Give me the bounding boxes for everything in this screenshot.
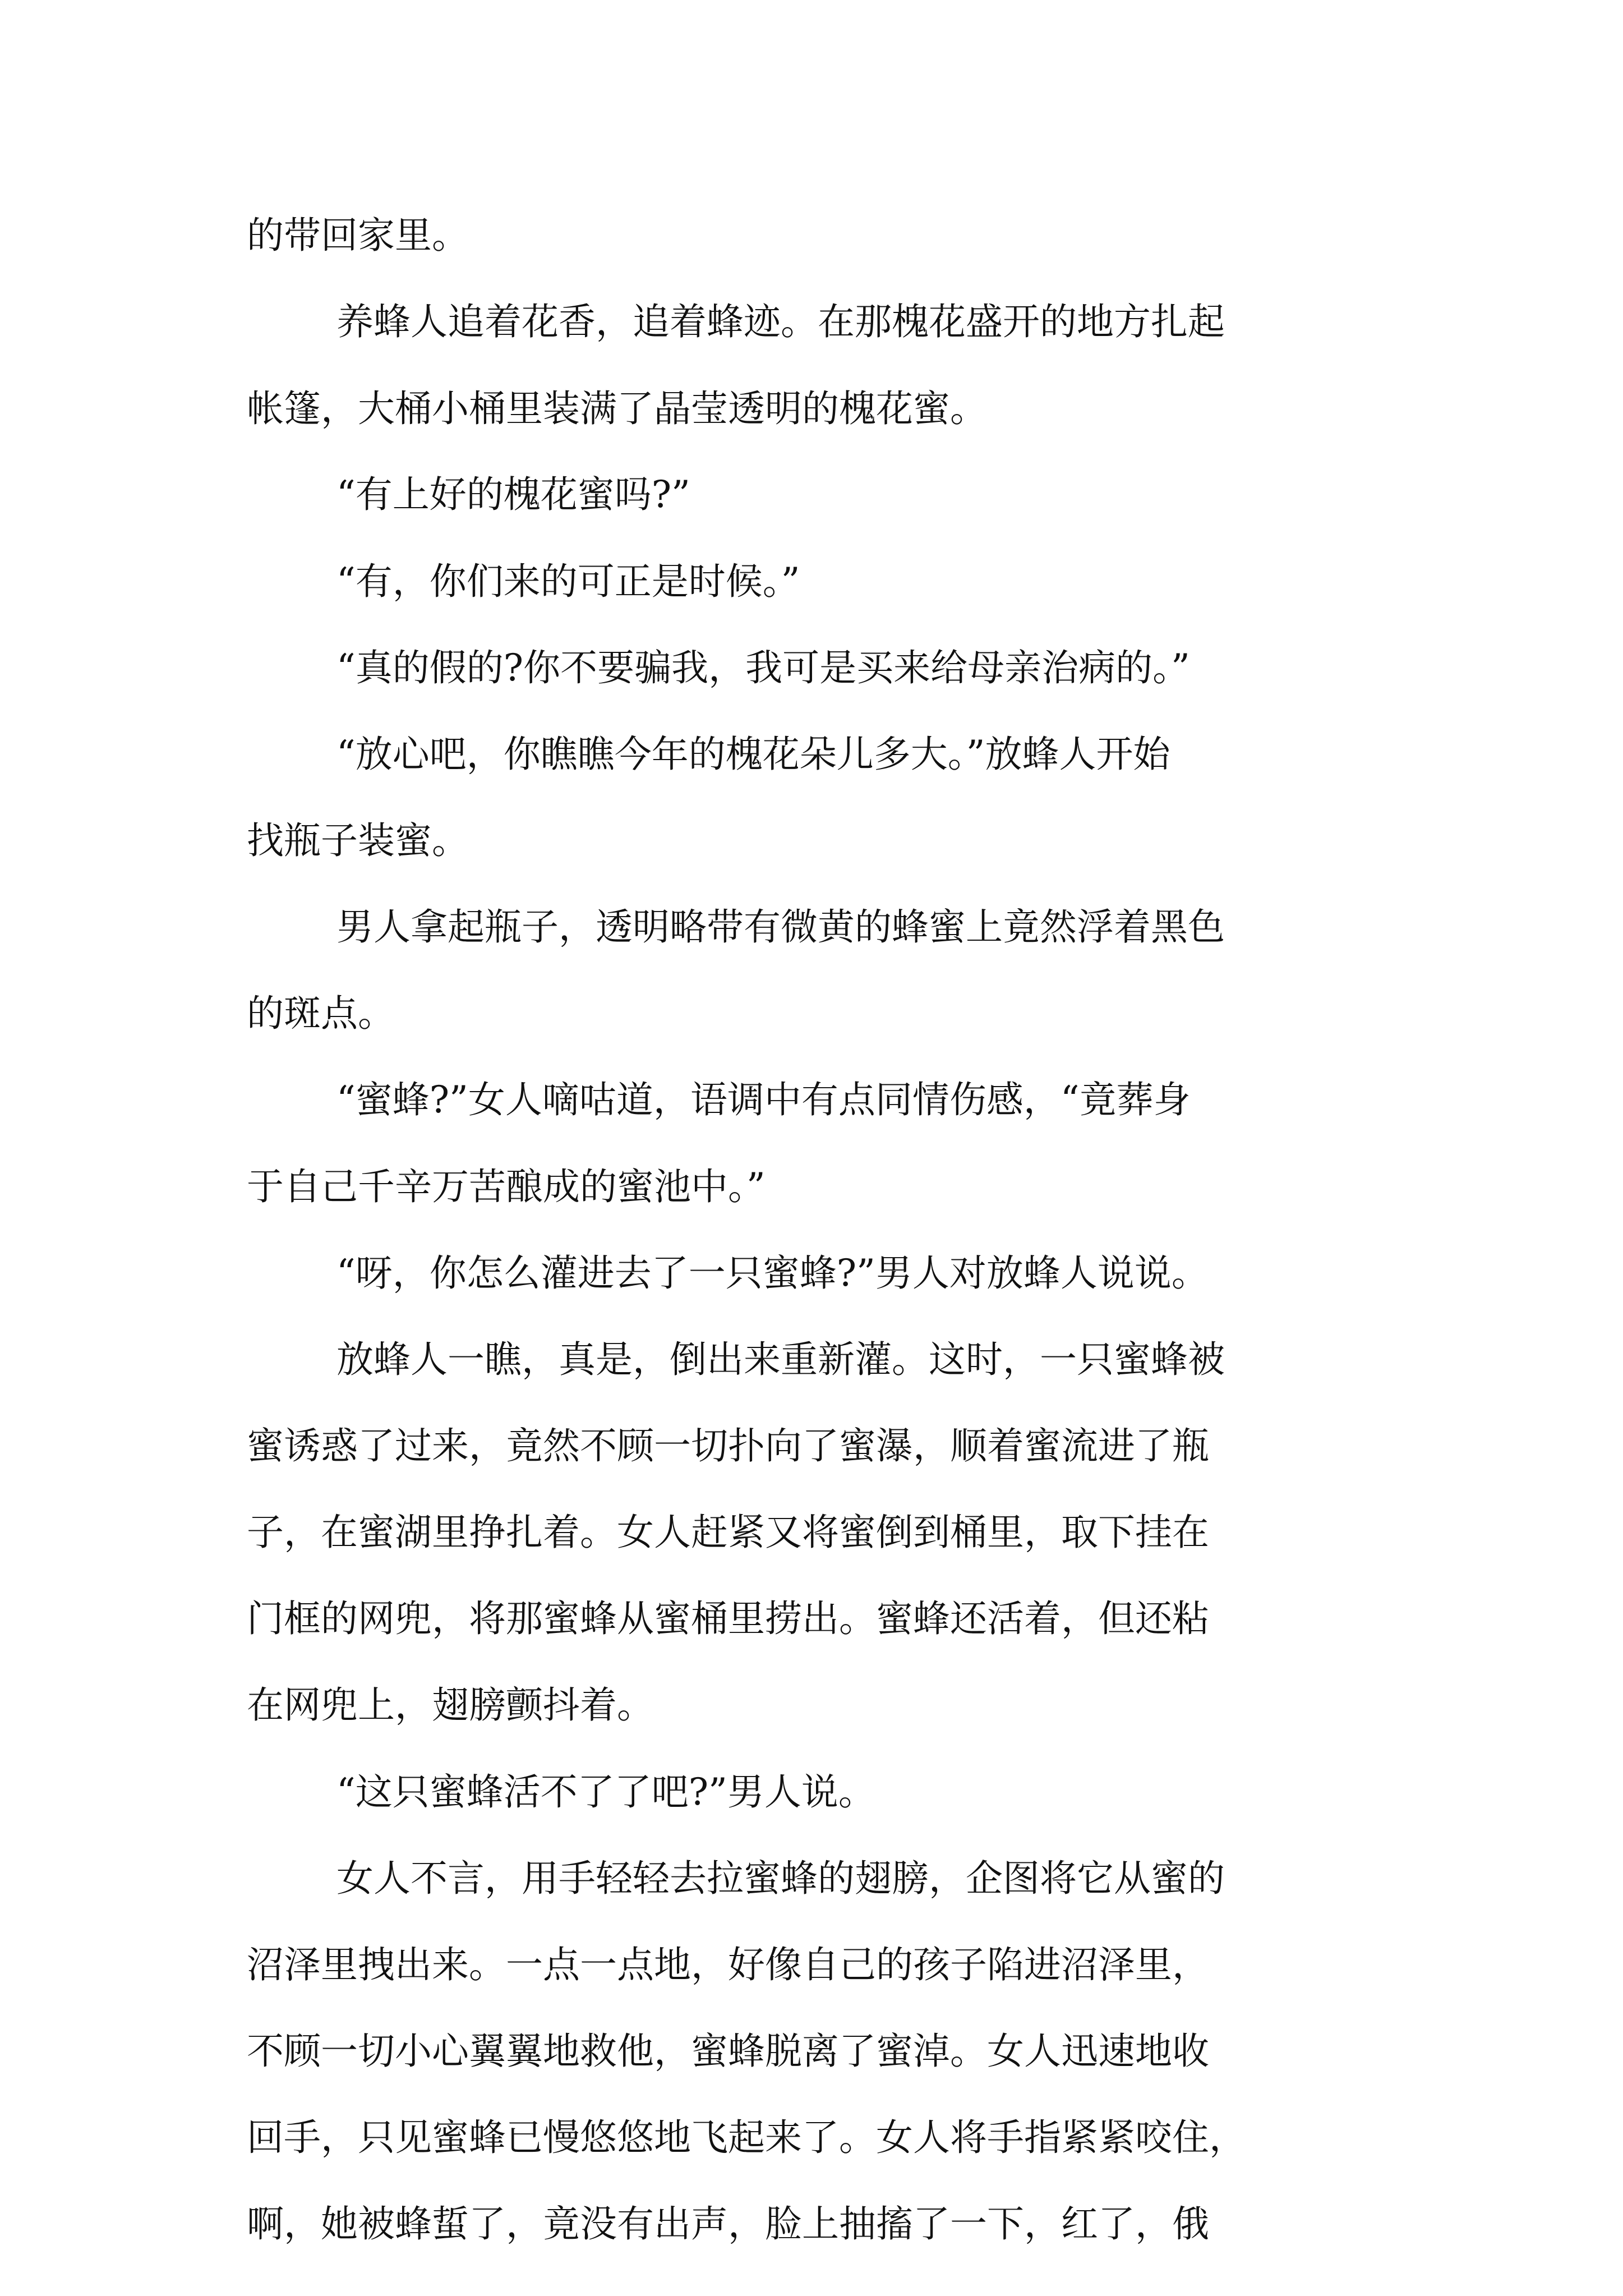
paragraph-first-line: 女人不言，用手轻轻去拉蜜蜂的翅膀，企图将它从蜜的 (336, 1857, 1225, 1900)
paragraph-first-line: “真的假的?你不要骗我，我可是买来给母亲治病的。” (336, 646, 1190, 689)
text-line: 在网兜上，翅膀颤抖着。 (247, 1683, 654, 1727)
text-line: 的斑点。 (247, 992, 395, 1035)
paragraph-first-line: “有上好的槐花蜜吗?” (336, 473, 690, 516)
paragraph-first-line: “蜜蜂?”女人嘀咕道，语调中有点同情伤感，“竟葬身 (336, 1078, 1191, 1121)
text-line: 沼泽里拽出来。一点一点地，好像自己的孩子陷进沼泽里， (247, 1943, 1209, 1986)
text-line: 回手，只见蜜蜂已慢悠悠地飞起来了。女人将手指紧紧咬住， (247, 2116, 1246, 2159)
paragraph-first-line: “放心吧，你瞧瞧今年的槐花朵儿多大。”放蜂人开始 (336, 733, 1170, 776)
paragraph-first-line: 放蜂人一瞧，真是，倒出来重新灌。这时，一只蜜蜂被 (336, 1338, 1225, 1381)
paragraph-first-line: 男人拿起瓶子，透明略带有微黄的蜂蜜上竟然浮着黑色 (336, 905, 1225, 949)
paragraph-first-line: “呀，你怎么灌进去了一只蜜蜂?”男人对放蜂人说说。 (336, 1251, 1209, 1295)
text-line: 不顾一切小心翼翼地救他，蜜蜂脱离了蜜淖。女人迅速地收 (247, 2030, 1209, 2073)
text-line: 找瓶子装蜜。 (247, 819, 469, 862)
text-line: 蜜诱惑了过来，竟然不顾一切扑向了蜜瀑，顺着蜜流进了瓶 (247, 1424, 1209, 1467)
paragraph-first-line: “这只蜜蜂活不了了吧?”男人说。 (336, 1770, 875, 1814)
paragraph-first-line: 养蜂人追着花香，追着蜂迹。在那槐花盛开的地方扎起 (336, 300, 1225, 343)
text-line: 帐篷，大桶小桶里装满了晶莹透明的槐花蜜。 (247, 387, 987, 430)
paragraph-first-line: “有，你们来的可正是时候。” (336, 560, 800, 603)
text-line: 啊，她被蜂蜇了，竟没有出声，脸上抽搐了一下，红了，俄 (247, 2202, 1209, 2246)
text-line: 于自己千辛万苦酿成的蜜池中。” (247, 1165, 766, 1208)
text-line: 门框的网兜，将那蜜蜂从蜜桶里捞出。蜜蜂还活着，但还粘 (247, 1597, 1209, 1640)
text-line: 的带回家里。 (247, 214, 469, 257)
text-line: 子，在蜜湖里挣扎着。女人赶紧又将蜜倒到桶里，取下挂在 (247, 1511, 1209, 1554)
